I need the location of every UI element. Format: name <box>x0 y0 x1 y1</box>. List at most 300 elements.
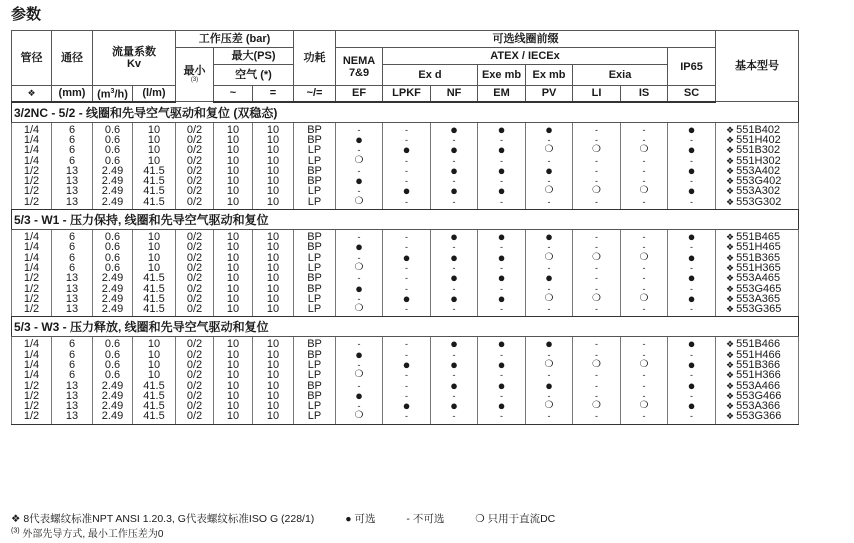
cell-m3h: 2.49 <box>101 292 124 305</box>
column-nf <box>431 337 478 424</box>
cell-dc: 10 <box>266 379 280 392</box>
optional-dot-icon: ● <box>497 398 506 414</box>
cell-power: LP <box>307 359 322 371</box>
not-available-dash: - <box>452 390 456 401</box>
cell-ac: 10 <box>226 123 240 136</box>
not-available-dash: - <box>547 262 551 273</box>
not-available-dash: - <box>690 390 694 401</box>
dc-only-circle-icon: ❍ <box>592 144 602 156</box>
column-m3h <box>93 337 133 424</box>
cell-min: 0/2 <box>186 338 203 351</box>
cell-ac: 10 <box>226 144 240 157</box>
cell-orifice: 13 <box>65 272 79 285</box>
not-available-dash: - <box>547 155 551 166</box>
cell-lm: 41.5 <box>143 164 165 177</box>
not-available-dash: - <box>595 242 599 253</box>
cell-ac: 10 <box>226 251 240 264</box>
cell-power: LP <box>307 400 322 413</box>
cell-ac: 10 <box>226 303 240 316</box>
cell-pipe: 1/4 <box>23 123 40 136</box>
cell-orifice: 13 <box>65 164 79 177</box>
column-orifice <box>52 122 93 209</box>
cell-min: 0/2 <box>186 410 203 423</box>
optional-dot-icon: ● <box>497 183 506 199</box>
cell-min: 0/2 <box>186 154 203 167</box>
cell-lm: 41.5 <box>143 389 165 402</box>
not-available-dash: - <box>642 339 646 350</box>
cell-ac: 10 <box>226 261 240 274</box>
thread-diamond-icon: ❖ <box>726 339 735 350</box>
dc-only-circle-icon: ❍ <box>544 251 554 263</box>
header-coil-prefix: 可选线圈前缀 <box>336 31 716 48</box>
cell-pipe: 1/4 <box>23 231 40 244</box>
not-available-dash: - <box>357 186 361 197</box>
cell-orifice: 6 <box>68 261 76 274</box>
column-nf <box>431 122 478 209</box>
not-available-dash: - <box>690 155 694 166</box>
not-available-dash: - <box>357 293 361 304</box>
not-available-dash: - <box>357 124 361 135</box>
cell-lm: 10 <box>147 251 161 264</box>
dc-only-circle-icon: ❍ <box>354 261 364 273</box>
cell-orifice: 6 <box>68 154 76 167</box>
header-exemb: Exe mb <box>478 65 526 86</box>
cell-m3h: 0.6 <box>104 359 121 371</box>
not-available-dash: - <box>547 411 551 422</box>
model-number: ❖ 553A302 <box>726 185 781 198</box>
not-available-dash: - <box>595 165 599 176</box>
cell-lm: 10 <box>147 133 161 146</box>
dc-only-circle-icon: ❍ <box>592 359 602 370</box>
model-number: ❖ 553A465 <box>726 272 781 285</box>
cell-power: BP <box>307 379 322 392</box>
not-available-dash: - <box>452 242 456 253</box>
column-pipe <box>12 122 52 209</box>
not-available-dash: - <box>642 411 646 422</box>
column-lm <box>133 337 176 424</box>
thread-diamond-icon: ❖ <box>726 401 735 412</box>
cell-ac: 10 <box>226 231 240 244</box>
not-available-dash: - <box>595 349 599 360</box>
cell-pipe: 1/4 <box>23 369 40 382</box>
dc-only-circle-icon: ❍ <box>354 195 364 207</box>
parameters-table <box>11 30 799 425</box>
optional-dot-icon: ● <box>545 377 553 393</box>
column-em <box>478 337 526 424</box>
cell-ac: 10 <box>226 164 240 177</box>
not-available-dash: - <box>405 232 409 243</box>
cell-lm: 41.5 <box>143 185 165 198</box>
not-available-dash: - <box>690 196 694 207</box>
not-available-dash: - <box>642 390 646 401</box>
cell-power: BP <box>307 272 322 285</box>
not-available-dash: - <box>357 380 361 391</box>
cell-m3h: 2.49 <box>101 400 124 413</box>
cell-pipe: 1/2 <box>23 164 40 177</box>
cell-ac: 10 <box>226 369 240 382</box>
cell-orifice: 13 <box>65 282 79 295</box>
cell-m3h: 2.49 <box>101 303 124 316</box>
thread-diamond-icon: ❖ <box>726 349 735 360</box>
not-available-dash: - <box>452 304 456 315</box>
optional-dot-icon: ● <box>450 229 458 245</box>
model-number: ❖ 553A402 <box>726 164 781 177</box>
cell-ac: 10 <box>226 410 240 423</box>
legend-optional: ● 可选 <box>345 513 376 525</box>
not-available-dash: - <box>357 232 361 243</box>
optional-dot-icon: ● <box>687 377 696 393</box>
column-sc <box>668 337 716 424</box>
cell-orifice: 13 <box>65 400 79 413</box>
cell-min: 0/2 <box>186 282 203 295</box>
not-available-dash: - <box>642 134 646 145</box>
header-atex: ATEX / IECEx <box>383 48 668 65</box>
not-available-dash: - <box>405 273 409 284</box>
cell-pipe: 1/4 <box>23 241 40 254</box>
cell-orifice: 6 <box>68 231 76 244</box>
optional-dot-icon: ● <box>497 336 506 352</box>
thread-diamond-icon: ❖ <box>726 360 735 370</box>
cell-lm: 10 <box>147 338 161 351</box>
header-flow-label: 流量系数 <box>112 46 156 58</box>
cell-dc: 10 <box>266 154 280 167</box>
optional-dot-icon: ● <box>497 357 506 372</box>
column-li <box>573 337 621 424</box>
optional-dot-icon: ● <box>545 162 553 178</box>
cell-orifice: 6 <box>68 144 76 157</box>
cell-power: LP <box>307 369 322 382</box>
not-available-dash: - <box>642 176 646 187</box>
not-available-dash: - <box>452 283 456 294</box>
dc-only-circle-icon: ❍ <box>639 400 649 412</box>
header-pipe: 管径 <box>12 31 52 86</box>
model-number: ❖ 553G366 <box>726 410 782 423</box>
cell-power: LP <box>307 144 322 157</box>
code-pv: PV <box>526 86 573 102</box>
thread-diamond-icon: ❖ <box>726 176 735 187</box>
optional-dot-icon: ● <box>355 280 363 296</box>
cell-dc: 10 <box>266 164 280 177</box>
column-model <box>716 337 799 424</box>
not-available-dash: - <box>595 380 599 391</box>
column-li <box>573 122 621 209</box>
cell-pipe: 1/4 <box>23 359 40 371</box>
dc-only-circle-icon: ❍ <box>544 359 554 370</box>
not-available-dash: - <box>547 283 551 294</box>
optional-dot-icon: ● <box>497 142 506 158</box>
not-available-dash: - <box>357 165 361 176</box>
not-available-dash: - <box>690 262 694 273</box>
cell-dc: 10 <box>266 231 280 244</box>
cell-min: 0/2 <box>186 175 203 188</box>
optional-dot-icon: ● <box>497 290 506 306</box>
optional-dot-icon: ● <box>687 336 696 352</box>
cell-min: 0/2 <box>186 369 203 382</box>
code-is: IS <box>621 86 668 102</box>
column-pv <box>526 337 573 424</box>
cell-m3h: 2.49 <box>101 195 124 208</box>
cell-power: BP <box>307 164 322 177</box>
cell-dc: 10 <box>266 303 280 316</box>
column-power <box>294 122 336 209</box>
column-lpkf <box>383 337 431 424</box>
not-available-dash: - <box>500 196 504 207</box>
not-available-dash: - <box>357 339 361 350</box>
model-number: ❖ 551H402 <box>726 133 781 146</box>
not-available-dash: - <box>405 390 409 401</box>
not-available-dash: - <box>500 390 504 401</box>
cell-min: 0/2 <box>186 251 203 264</box>
cell-orifice: 13 <box>65 389 79 402</box>
not-available-dash: - <box>405 283 409 294</box>
cell-m3h: 2.49 <box>101 164 124 177</box>
not-available-dash: - <box>547 176 551 187</box>
cell-ac: 10 <box>226 185 240 198</box>
not-available-dash: - <box>500 176 504 187</box>
optional-dot-icon: ● <box>450 357 458 372</box>
column-min <box>176 122 214 209</box>
optional-dot-icon: ● <box>687 290 696 306</box>
cell-lm: 41.5 <box>143 410 165 423</box>
section-header <box>12 210 799 230</box>
cell-dc: 10 <box>266 348 280 361</box>
cell-power: BP <box>307 175 322 188</box>
optional-dot-icon: ● <box>497 377 506 393</box>
cell-power: BP <box>307 241 322 254</box>
cell-pipe: 1/4 <box>23 144 40 157</box>
model-number: ❖ 551H465 <box>726 241 781 254</box>
not-available-dash: - <box>595 273 599 284</box>
optional-dot-icon: ● <box>545 336 553 352</box>
header-exia: Exia <box>573 65 668 86</box>
optional-dot-icon: ● <box>450 121 458 137</box>
thread-diamond-icon: ❖ <box>726 134 735 145</box>
column-orifice <box>52 337 93 424</box>
cell-lm: 41.5 <box>143 272 165 285</box>
cell-ac: 10 <box>226 195 240 208</box>
header-air: 空气 (*) <box>214 65 294 86</box>
not-available-dash: - <box>405 349 409 360</box>
section-header <box>12 102 799 123</box>
not-available-dash: - <box>595 155 599 166</box>
dc-only-circle-icon: ❍ <box>639 185 649 197</box>
not-available-dash: - <box>405 411 409 422</box>
cell-power: BP <box>307 282 322 295</box>
model-number: ❖ 551B366 <box>726 359 781 371</box>
footnote-text: 外部先导方式, 最小工作压差为0 <box>22 529 164 540</box>
column-m3h <box>93 122 133 209</box>
section-data-block <box>12 337 799 424</box>
cell-pipe: 1/4 <box>23 251 40 264</box>
column-em <box>478 230 526 317</box>
unit-lm: (l/m) <box>133 86 176 102</box>
not-available-dash: - <box>642 165 646 176</box>
optional-dot-icon: ● <box>687 142 696 158</box>
dc-only-circle-icon: ❍ <box>354 303 364 315</box>
cell-m3h: 0.6 <box>104 251 121 264</box>
dc-only-circle-icon: ❍ <box>592 400 602 412</box>
not-available-dash: - <box>642 304 646 315</box>
not-available-dash: - <box>405 370 409 381</box>
cell-ac: 10 <box>226 241 240 254</box>
cell-lm: 10 <box>147 154 161 167</box>
cell-dc: 10 <box>266 359 280 371</box>
section-title: 5/3 - W1 - 压力保持, 线圈和先导空气驱动和复位 <box>12 210 799 230</box>
cell-orifice: 13 <box>65 410 79 423</box>
not-available-dash: - <box>642 370 646 381</box>
model-number: ❖ 553A366 <box>726 400 781 413</box>
not-available-dash: - <box>452 155 456 166</box>
model-number: ❖ 551H365 <box>726 261 781 274</box>
column-pv <box>526 230 573 317</box>
cell-lm: 10 <box>147 348 161 361</box>
not-available-dash: - <box>690 349 694 360</box>
not-available-dash: - <box>405 176 409 187</box>
cell-m3h: 2.49 <box>101 389 124 402</box>
table-body <box>12 102 799 425</box>
unit-ac: ~ <box>214 86 253 102</box>
thread-diamond-icon: ❖ <box>726 145 735 156</box>
cell-dc: 10 <box>266 410 280 423</box>
not-available-dash: - <box>690 176 694 187</box>
column-orifice <box>52 230 93 317</box>
optional-dot-icon: ● <box>497 162 506 178</box>
not-available-dash: - <box>642 262 646 273</box>
column-nf <box>431 230 478 317</box>
model-number: ❖ 551B466 <box>726 338 781 351</box>
cell-dc: 10 <box>266 369 280 382</box>
cell-pipe: 1/4 <box>23 261 40 274</box>
code-li: LI <box>573 86 621 102</box>
not-available-dash: - <box>452 349 456 360</box>
model-number: ❖ 551B302 <box>726 144 781 157</box>
thread-diamond-icon: ❖ <box>726 273 735 284</box>
optional-dot-icon: ● <box>355 387 363 403</box>
header-pressure: 工作压差 (bar) <box>176 31 294 48</box>
cell-pipe: 1/4 <box>23 154 40 167</box>
cell-m3h: 0.6 <box>104 369 121 382</box>
optional-dot-icon: ● <box>402 249 411 265</box>
cell-dc: 10 <box>266 272 280 285</box>
cell-m3h: 2.49 <box>101 272 124 285</box>
column-lm <box>133 122 176 209</box>
cell-dc: 10 <box>266 389 280 402</box>
cell-dc: 10 <box>266 185 280 198</box>
not-available-dash: - <box>690 283 694 294</box>
header-model: 基本型号 <box>716 31 799 102</box>
optional-dot-icon: ● <box>402 357 411 372</box>
not-available-dash: - <box>595 390 599 401</box>
cell-pipe: 1/2 <box>23 292 40 305</box>
thread-diamond-icon: ❖ <box>726 186 735 197</box>
column-ac <box>214 230 253 317</box>
optional-dot-icon: ● <box>545 270 553 286</box>
not-available-dash: - <box>547 242 551 253</box>
cell-min: 0/2 <box>186 389 203 402</box>
unit-m3h: $(m^3/h)$ <box>93 86 133 102</box>
cell-ac: 10 <box>226 348 240 361</box>
header-nema: NEMA 7&9 <box>336 48 383 86</box>
cell-orifice: 6 <box>68 359 76 371</box>
cell-ac: 10 <box>226 133 240 146</box>
not-available-dash: - <box>642 242 646 253</box>
thread-diamond-icon: ❖ <box>726 262 735 273</box>
cell-m3h: 2.49 <box>101 185 124 198</box>
thread-diamond-icon: ❖ <box>726 283 735 294</box>
not-available-dash: - <box>405 242 409 253</box>
cell-dc: 10 <box>266 338 280 351</box>
optional-dot-icon: ● <box>687 121 696 137</box>
not-available-dash: - <box>357 252 361 263</box>
cell-power: LP <box>307 292 322 305</box>
column-is <box>621 122 668 209</box>
column-is <box>621 337 668 424</box>
optional-dot-icon: ● <box>450 377 458 393</box>
legend-dc-only: ❍ 只用于直流DC <box>475 513 556 525</box>
model-number: ❖ 551H302 <box>726 154 781 167</box>
model-number: ❖ 551B402 <box>726 123 781 136</box>
not-available-dash: - <box>690 134 694 145</box>
thread-diamond-icon: ❖ <box>726 380 735 391</box>
not-available-dash: - <box>595 411 599 422</box>
model-number: ❖ 553G402 <box>726 175 782 188</box>
cell-lm: 10 <box>147 369 161 382</box>
not-available-dash: - <box>547 349 551 360</box>
cell-m3h: 0.6 <box>104 154 121 167</box>
not-available-dash: - <box>452 411 456 422</box>
cell-m3h: 0.6 <box>104 348 121 361</box>
cell-dc: 10 <box>266 282 280 295</box>
cell-power: BP <box>307 123 322 136</box>
not-available-dash: - <box>405 304 409 315</box>
column-dc <box>253 122 294 209</box>
cell-ac: 10 <box>226 272 240 285</box>
not-available-dash: - <box>500 349 504 360</box>
not-available-dash: - <box>357 145 361 156</box>
column-lpkf <box>383 230 431 317</box>
not-available-dash: - <box>500 411 504 422</box>
cell-orifice: 6 <box>68 133 76 146</box>
optional-dot-icon: ● <box>355 346 363 362</box>
cell-orifice: 6 <box>68 123 76 136</box>
cell-min: 0/2 <box>186 195 203 208</box>
not-available-dash: - <box>357 273 361 284</box>
cell-min: 0/2 <box>186 133 203 146</box>
legend-not-optional: - 不可选 <box>406 513 445 525</box>
cell-ac: 10 <box>226 400 240 413</box>
cell-min: 0/2 <box>186 261 203 274</box>
code-em: EM <box>478 86 526 102</box>
cell-power: BP <box>307 338 322 351</box>
header-max: 最大(PS) <box>214 48 294 65</box>
cell-min: 0/2 <box>186 231 203 244</box>
cell-pipe: 1/4 <box>23 338 40 351</box>
not-available-dash: - <box>595 339 599 350</box>
footnote-mark: (3) <box>11 527 20 535</box>
column-lm <box>133 230 176 317</box>
not-available-dash: - <box>405 339 409 350</box>
dc-only-circle-icon: ❍ <box>639 359 649 370</box>
not-available-dash: - <box>642 196 646 207</box>
code-nf: NF <box>431 86 478 102</box>
not-available-dash: - <box>595 304 599 315</box>
not-available-dash: - <box>595 176 599 187</box>
cell-orifice: 6 <box>68 251 76 264</box>
header-min <box>176 48 214 102</box>
dc-only-circle-icon: ❍ <box>639 292 649 304</box>
not-available-dash: - <box>452 134 456 145</box>
unit-mm: (mm) <box>52 86 93 102</box>
